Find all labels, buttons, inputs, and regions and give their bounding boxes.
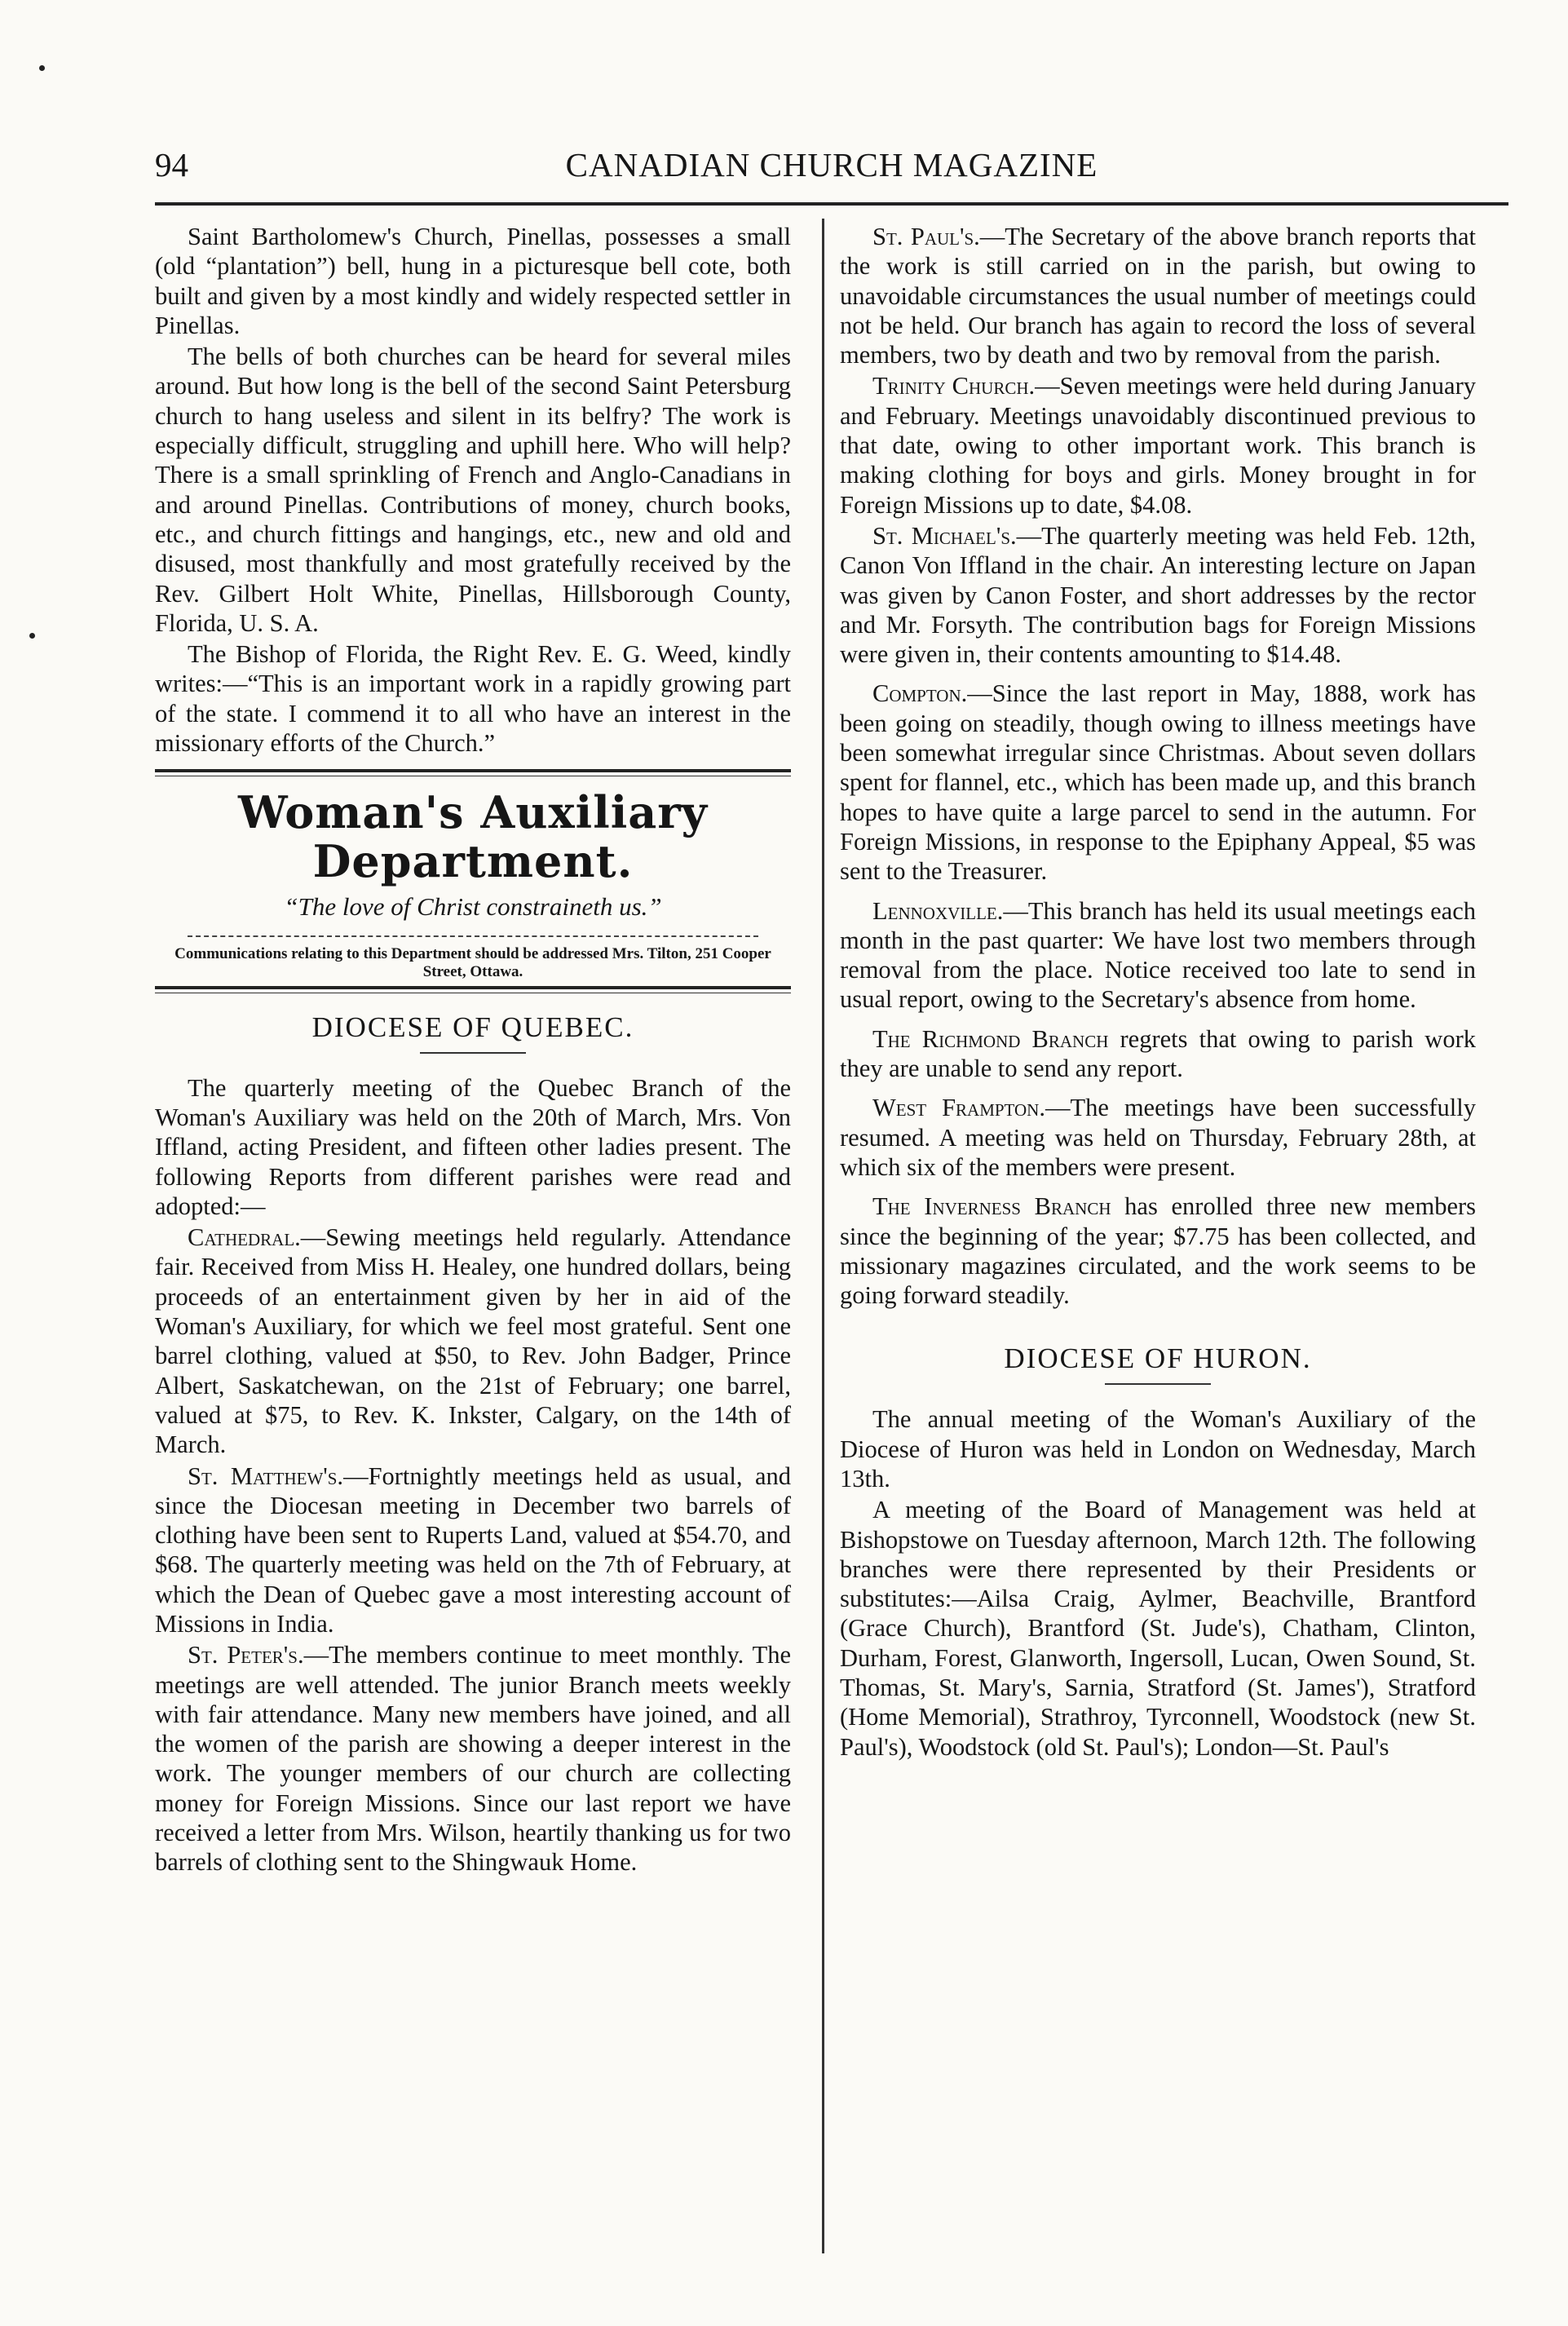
magazine-title: CANADIAN CHURCH MAGAZINE bbox=[565, 146, 1098, 184]
report-text: —Seven meetings were held during January and February. Meetings unavoidably discontinued previous to that date, owing to other important work. This branch is making clothing for boys and girls. Money brought in for Foreign Missions up to date, $4.08. bbox=[840, 372, 1476, 519]
branch-name: St. Michael's. bbox=[872, 521, 1017, 550]
branch-name: Cathedral. bbox=[188, 1223, 301, 1252]
column-divider bbox=[822, 219, 824, 2253]
report-st-michaels bbox=[840, 521, 1476, 669]
branch-name: The Richmond Branch bbox=[872, 1024, 1109, 1053]
report-st-pauls bbox=[840, 222, 1476, 369]
margin-speck bbox=[39, 65, 45, 71]
report-west-frampton bbox=[840, 1093, 1476, 1182]
margin-speck bbox=[29, 633, 35, 639]
report-inverness bbox=[840, 1192, 1476, 1310]
branch-name: Trinity Church. bbox=[872, 372, 1036, 400]
branch-name: The Inverness Branch bbox=[872, 1192, 1111, 1221]
department-motto: “The love of Christ constraineth us.” bbox=[284, 892, 662, 922]
header-rule bbox=[155, 202, 1508, 206]
report-text: —Fortnightly meetings held as usual, and since the Diocesan meeting in December two barrels of clothing have been sent to Ruperts Land, valued at $54.70, and $68. The quarterly meeting was held on the 7th of February, at which the Dean of Quebec gave a most interesting account of Missions in India. bbox=[155, 1461, 791, 1638]
report-text: —The Secretary of the above branch reports that the work is still carried on in the parish, but owing to unavoidable circumstances the usual number of meetings could not be held. Our branch has again to record the loss of several members, two by death and two by removal from the parish. bbox=[840, 223, 1476, 369]
section-rule bbox=[155, 769, 791, 772]
branch-name: St. Peter's. bbox=[188, 1641, 304, 1669]
report-richmond bbox=[840, 1024, 1476, 1084]
branch-name: Lennoxville. bbox=[872, 896, 1004, 925]
heading-rule bbox=[420, 1052, 526, 1054]
page-number: 94 bbox=[155, 146, 188, 184]
report-trinity bbox=[840, 371, 1476, 519]
report-lennoxville bbox=[840, 896, 1476, 1015]
paragraph: Saint Bartholomew's Church, Pinellas, possesses a small (old “plantation”) bell, hung in a picturesque bell cote, both built and given by a most kindly and widely respected settler in Pinellas. bbox=[155, 223, 791, 339]
report-text: —The meetings have been successfully resumed. A meeting was held on Thursday, February 28th, at which six of the members were present. bbox=[840, 1094, 1477, 1181]
right-column bbox=[840, 222, 1476, 1762]
branch-name: St. Matthew's. bbox=[188, 1461, 344, 1490]
paragraph: A meeting of the Board of Management was held at Bishopstowe on Tuesday afternoon, March 12th. The following branches were there represented by their Presidents or substitutes:—Ailsa Craig, Aylmer, Beachville, Brantford (Grace Church), Brantford (St. Jude's), Chatham, Clinton, Durham, Forest, Glanworth, Ingersoll, Lucan, Owen Sound, St. Thomas, St. Mary's, Sarnia, Stratford (St. James'), Stratford (Home Memorial), Strathroy, Tyrconnell, Woodstock (new St. Paul's), Woodstock (old St. Paul's); London—St. Paul's bbox=[840, 1496, 1476, 1761]
dashed-rule bbox=[188, 935, 758, 937]
report-st-matthews bbox=[155, 1461, 791, 1639]
report-text: has enrolled three new members since the beginning of the year; $7.75 has been collected, and missionary magazines circulated, and the work seems to be going forward steadily. bbox=[840, 1192, 1477, 1310]
page-header bbox=[155, 145, 1508, 194]
paragraph: The bells of both churches can be heard for several miles around. But how long is the bell of the second Saint Petersburg church to hang useless and silent in its belfry? The work is especially difficult, struggling and uphill here. Who will help? There is a small sprinkling of French and Anglo-Canadians in and around Pinellas. Contributions of money, church books, etc., and church fittings and hangings, etc., new and old and disused, most thankfully and most gratefully received by the Rev. Gilbert Holt White, Pinellas, Hillsborough County, Florida, U. S. A. bbox=[155, 343, 791, 637]
diocese-quebec-heading: DIOCESE OF QUEBEC. bbox=[311, 1010, 634, 1043]
report-compton bbox=[840, 679, 1476, 886]
department-heading: Woman's Auxiliary Department. bbox=[237, 786, 709, 888]
report-st-peters bbox=[155, 1640, 791, 1877]
double-rule bbox=[155, 986, 791, 993]
report-text: —Since the last report in May, 1888, work has been going on steadily, though owing to illness meetings have been somewhat irregular since Christmas. About seven dollars spent for flannel, etc., which has been made up, and this branch hopes to have quite a large parcel to send in the autumn. For Foreign Missions, in response to the Epiphany Appeal, $5 was sent to the Treasurer. bbox=[840, 679, 1476, 886]
report-text: —Sewing meetings held regularly. Attendance fair. Received from Miss H. Healey, one hundred dollars, being proceeds of an entertainment given by her in aid of the Woman's Auxiliary, for which we feel most grateful. Sent one barrel clothing, valued at $50, to Rev. John Badger, Prince Albert, Saskatchewan, on the 21st of February; one barrel, valued at $75, to Rev. K. Inkster, Calgary, on the 14th of March. bbox=[155, 1223, 791, 1459]
diocese-huron-heading: DIOCESE OF HURON. bbox=[1004, 1342, 1312, 1375]
report-cathedral bbox=[155, 1223, 791, 1459]
report-text: —This branch has held its usual meetings each month in the past quarter: We have lost two members through removal from the place. Notice received too late to send in usual report, owing to the Secretary's absence from home. bbox=[840, 896, 1476, 1014]
report-text: regrets that owing to parish work they are unable to send any report. bbox=[840, 1024, 1476, 1083]
heading-rule bbox=[1105, 1383, 1211, 1385]
report-text: —The quarterly meeting was held Feb. 12th, Canon Von Iffland in the chair. An interesting lecture on Japan was given by Canon Foster, and short addresses by the rector and Mr. Forsyth. The contribution bags for Foreign Missions were given in, their contents amounting to $14.48. bbox=[840, 521, 1477, 669]
report-text: —The members continue to meet monthly. The meetings are well attended. The junior Branch meets weekly with fair attendance. Many new members have joined, and all the women of the parish are showing a deeper interest in the work. The younger members of our church are collecting money for Foreign Missions. Since our last report we have received a letter from Mrs. Wilson, heartily thanking us for two barrels of clothing sent to the Shingwauk Home. bbox=[155, 1641, 792, 1877]
paragraph: The annual meeting of the Woman's Auxiliary of the Diocese of Huron was held in London on Wednesday, March 13th. bbox=[840, 1405, 1476, 1492]
branch-name: Compton. bbox=[872, 679, 968, 708]
communications-note: Communications relating to this Department should be addressed Mrs. Tilton, 251 Cooper Street, Ottawa. bbox=[174, 944, 771, 980]
branch-name: West Frampton. bbox=[872, 1094, 1045, 1122]
paragraph: The Bishop of Florida, the Right Rev. E. G. Weed, kindly writes:—“This is an important work in a rapidly growing part of the state. I commend it to all who have an interest in the missionary efforts of the Church.” bbox=[155, 640, 791, 758]
paragraph: The quarterly meeting of the Quebec Branch of the Woman's Auxiliary was held on the 20th of March, Mrs. Von Iffland, acting President, and fifteen other ladies present. The following Reports from different parishes were read and adopted:— bbox=[155, 1073, 791, 1220]
left-column bbox=[155, 222, 791, 1877]
branch-name: St. Paul's. bbox=[872, 223, 980, 250]
